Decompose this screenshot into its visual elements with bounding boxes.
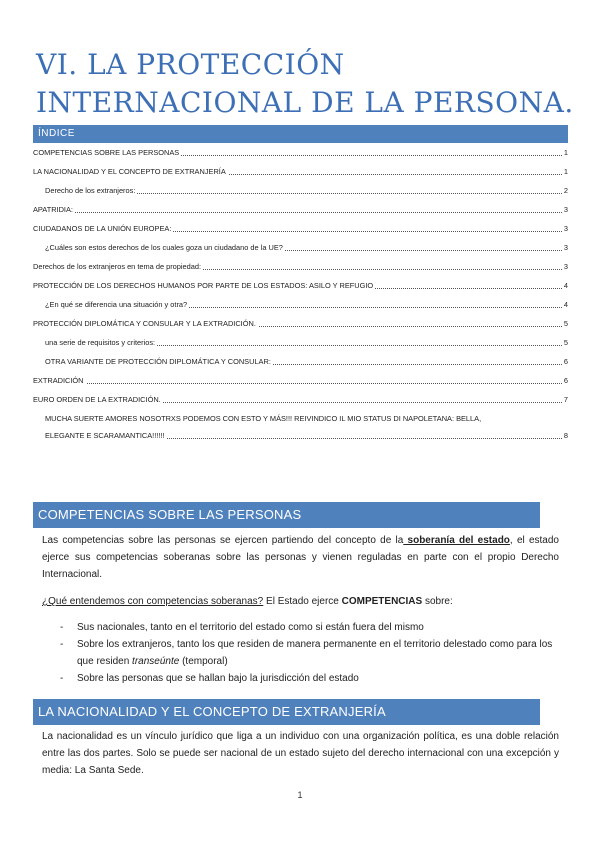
toc-entry-label: LA NACIONALIDAD Y EL CONCEPTO DE EXTRANJERÍA [33,167,226,176]
list-item-text: (temporal) [179,656,228,667]
toc-entry-label: EURO ORDEN DE LA EXTRADICIÓN. [33,395,161,404]
section-heading-nacionalidad: LA NACIONALIDAD Y EL CONCEPTO DE EXTRANJERÍA [33,699,540,725]
toc-entry-label: COMPETENCIAS SOBRE LAS PERSONAS [33,148,180,157]
toc-entry[interactable] [33,300,568,309]
toc-entry-page: 3 [563,243,568,252]
toc-entry[interactable] [33,338,568,347]
page-number: 1 [297,790,303,800]
toc-entry-page: 3 [563,262,568,271]
toc-entry-label: OTRA VARIANTE DE PROTECCIÓN DIPLOMÁTICA Y CONSULAR: [45,357,271,366]
index-heading: ÍNDICE [33,125,568,143]
toc-entry-page: 6 [563,376,568,385]
toc-entry[interactable] [33,357,568,366]
toc-entry-label: Derechos de los extranjeros en tema de propiedad: [33,262,202,271]
toc-entry-page: 3 [563,205,568,214]
toc-entry[interactable] [33,319,568,328]
toc-entry[interactable] [33,167,568,176]
question-text: ¿Qué entendemos con competencias soberanas? [42,596,264,607]
section2-paragraph-1: La nacionalidad es un vínculo jurídico que liga a un individuo con una organización política, es una doble relación entre las dos partes. Solo se puede ser nacional de un estado sujeto del derecho internacional con una excepción y media: La Santa Sede. [42,731,559,776]
list-item-text: Sobre los extranjeros, tanto los que residen de manera permanente en el territorio delestado como para los que residen [77,639,553,667]
toc-entry-label: MUCHA SUERTE AMORES NOSOTRXS PODEMOS CON ESTO Y MÁS!!! REIVINDICO IL MIO STATUS DI NAPOLETANA: BELLA, [45,414,482,423]
para-text: Las competencias sobre las personas se ejercen partiendo del concepto de la [42,535,404,546]
competencias-list [60,619,560,687]
toc-entry[interactable] [33,262,568,271]
toc-entry-label: APATRIDIA: [33,205,73,214]
toc-entry[interactable] [33,431,568,440]
toc-entry-label: PROTECCIÓN DE LOS DERECHOS HUMANOS POR PARTE DE LOS ESTADOS: ASILO Y REFUGIO [33,281,374,290]
toc-entry-label: PROTECCIÓN DIPLOMÁTICA Y CONSULAR Y LA EXTRADICIÓN. [33,319,256,328]
toc-entry[interactable] [33,243,568,252]
toc-entry-page: 5 [563,319,568,328]
toc-entry-page: 3 [563,224,568,233]
toc-entry[interactable] [33,376,568,385]
toc-entry-label: ELEGANTE E SCARAMANTICA!!!!!! [45,431,165,440]
toc-entry-page: 7 [563,395,568,404]
list-item [60,636,560,670]
toc-leader-dots [33,383,568,384]
toc-entry-label: Derecho de los extranjeros: [45,186,136,195]
toc-entry-label: una serie de requisitos y criterios: [45,338,156,347]
para-text: sobre: [422,596,453,607]
list-item [60,619,560,636]
toc-entry-page: 2 [563,186,568,195]
toc-entry-page: 1 [563,167,568,176]
toc-entry[interactable] [33,205,568,214]
toc-entry-label: ¿En qué se diferencia una situación y otra? [45,300,188,309]
toc-entry-label: EXTRADICIÓN [33,376,84,385]
document-title: VI. LA PROTECCIÓN INTERNACIONAL DE LA PERSONA. [36,48,574,119]
toc-entry-page: 6 [563,357,568,366]
para-emphasis: soberanía del estado [403,535,510,546]
toc-entry-page: 4 [563,300,568,309]
section-heading-competencias: COMPETENCIAS SOBRE LAS PERSONAS [33,502,540,528]
section1-paragraph-2 [42,593,559,610]
toc-entry[interactable] [33,186,568,195]
list-item [60,670,560,687]
para-text: El Estado ejerce [263,596,342,607]
list-item-italic: transeúnte [132,656,180,667]
toc-entry-label: ¿Cuáles son estos derechos de los cuales goza un ciudadano de la UE? [45,243,283,252]
para-emphasis: COMPETENCIAS [341,596,423,607]
toc-entry[interactable] [33,281,568,290]
toc-entry-page: 1 [563,148,568,157]
toc-entry-label: CIUDADANOS DE LA UNIÓN EUROPEA: [33,224,172,233]
para-text: , el estado ejerce sus competencias soberanas sobre las personas y vienen reguladas en parte con el propio Derecho Internacional. [42,535,559,580]
toc-entry-page: 8 [563,431,568,440]
toc-entry-page: 5 [563,338,568,347]
toc-entry[interactable] [33,224,568,233]
toc-entry-page: 4 [563,281,568,290]
toc-entry[interactable] [33,395,568,404]
toc-entry[interactable] [33,414,568,423]
toc-entry[interactable] [33,148,568,157]
section1-paragraph-1 [42,532,559,583]
table-of-contents [33,148,568,440]
list-item-text: Sobre las personas que se hallan bajo la jurisdicción del estado [77,673,359,684]
list-item-text: Sus nacionales, tanto en el territorio del estado como si están fuera del mismo [77,622,424,633]
toc-leader-dots [33,212,568,213]
